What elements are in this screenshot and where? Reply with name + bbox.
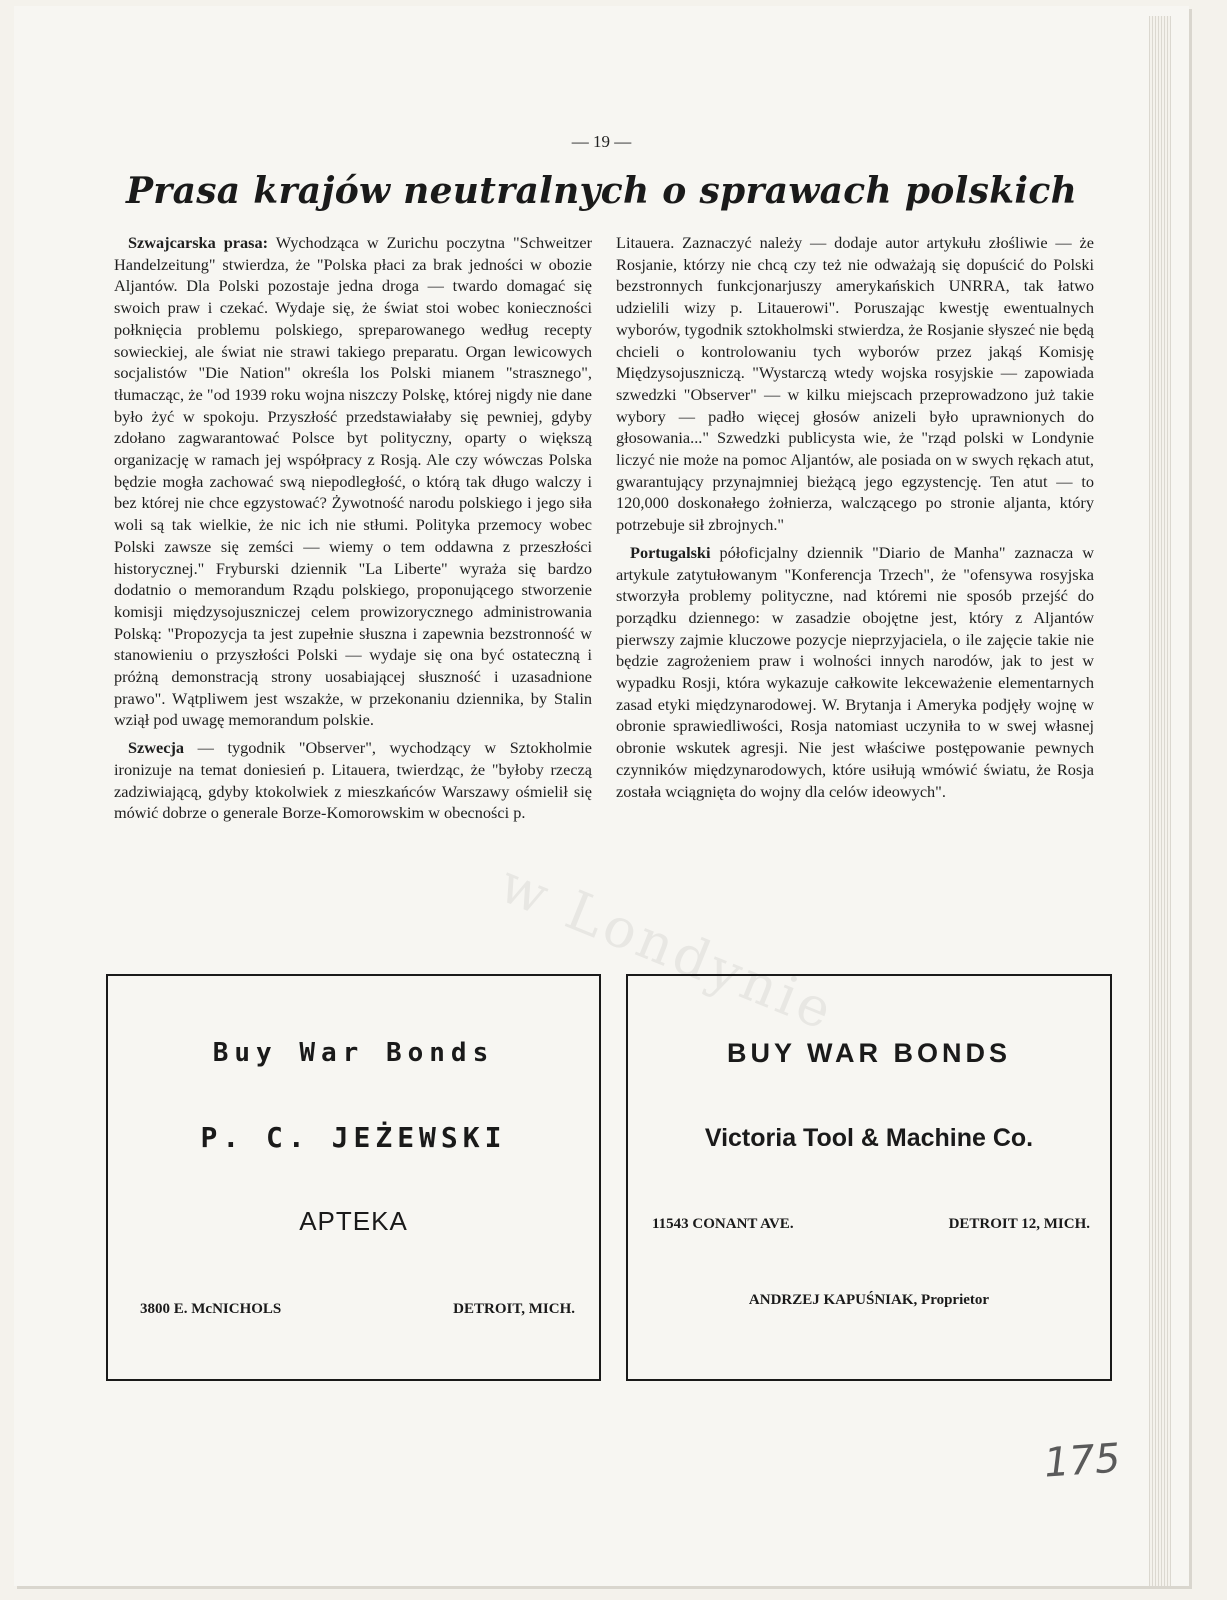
ad-business-name: P. C. JEŻEWSKI (200, 1121, 507, 1154)
paragraph-portugal (616, 542, 1094, 802)
page-number: — 19 — (571, 132, 632, 151)
paragraph-sweden (114, 737, 592, 824)
ad-city: DETROIT, MICH. (453, 1301, 575, 1317)
page-title: Prasa krajów neutralnych o sprawach polskich (125, 170, 1078, 212)
paragraph-switzerland (114, 232, 592, 731)
ad-street: 11543 CONANT AVE. (652, 1216, 794, 1232)
ad-proprietor-title: Proprietor (921, 1292, 990, 1308)
ad-business-type: APTEKA (299, 1206, 408, 1236)
article-column-left (114, 232, 592, 824)
page-edge-stack (1149, 16, 1171, 1586)
ad-street: 3800 E. McNICHOLS (140, 1301, 282, 1317)
document-page (14, 6, 1189, 1586)
handwritten-page-note: 175 (1042, 1435, 1122, 1487)
lead-portugal: Portugalski (630, 542, 711, 562)
article-column-right (616, 232, 1094, 802)
advertisement-victoria-tool (626, 974, 1112, 1381)
body-sweden: — tygodnik "Observer", wychodzący w Sztokholmie ironizuje na temat doniesień p. Litauera, twierdząc, że "byłoby rzeczą zadziwiającą, gdyby ktokolwiek z mieszkańców Warszawy ośmielił się mówić dobrze o generale Borze-Komorowskim w obecności p. (114, 738, 592, 823)
watermark: w Londynie (490, 851, 845, 1044)
advertisement-jezewski (106, 974, 601, 1381)
lead-sweden: Szwecja (128, 738, 185, 758)
body-switzerland: Wychodząca w Zurichu poczytna "Schweitzer Handelzeitung" stwierdza, że "Polska płaci za brak jedności w obozie Aljantów. Dla Polski pozostaje jedna droga — twardo domagać się swoich praw i czekać. Wydaje się, że świat stoi wobec konieczności połknięcia problemu polskiego, spreparowanego według recepty sowieckiej, ale świat nie strawi takiego preparatu. Organ lewicowych socjalistów "Die Nation" określa los Polski mianem "strasznego", tłumacząc, że "od 1939 roku wojna niszczy Polskę, której nigdy nie dane było żyć w spokoju. Przyszłość przedstawiałaby się pewniej, gdyby zdołano zagwarantować Polsce byt polityczny, oparty o większą organizację w ramach jej współpracy z Rosją. Ale czy wówczas Polska będzie mogła zachować swą niepodległość, o którą tak długo walczy i bez której nie chce egzystować? Żywotność narodu polskiego i jego siła woli są tak wielkie, że nic ich nie stłumi. Polityka przemocy wobec Polski zawsze się zemści — wiemy o tem oddawna z przeszłości historycznej." Fryburski dziennik "La Liberte" wyraża się bardzo dodatnio o memorandum Rządu polskiego, proponującego stworzenie komisji międzysojuszniczej celem prowizorycznego administrowania Polską: "Propozycja ta jest zupełnie słuszna i zapewnia bezstronność w stanowieniu o przyszłości Polski — wydaje się ona być ostateczną i próżną demonstracją strony uosabiającej słuszność i uzasadnione prawo". Wątpliwem jest wszakże, w przekonaniu dziennika, by Stalin wziął pod uwagę memorandum polskie. (114, 233, 592, 730)
ad-slogan: Buy War Bonds (212, 1038, 495, 1068)
ad-slogan: BUY WAR BONDS (726, 1038, 1012, 1068)
ad-proprietor-name: ANDRZEJ KAPUŚNIAK, (748, 1292, 918, 1308)
ad-business-name: Victoria Tool & Machine Co. (704, 1124, 1034, 1152)
ad-proprietor (628, 1292, 1110, 1309)
lead-switzerland: Szwajcarska prasa: (128, 233, 269, 252)
ad-city: DETROIT 12, MICH. (948, 1216, 1090, 1232)
body-portugal: półoficjalny dziennik "Diario de Manha" zaznacza w artykule zatytułowanym "Konferencja Trzech", że "ofensywa rosyjska stworzyła problemy polityczne, nad któremi nie sposób przejść do porządku dziennego: w zasadzie obojętne jest, który z Aljantów pierwszy zajmie kluczowe pozycje nieprzyjaciela, o ile zajęcie takie nie będzie zagrożeniem praw i wolności innych narodów, jak to jest w wypadku Rosji, która wykazuje całkowite lekceważenie elementarnych zasad etyki międzynarodowej. W. Brytanja i Ameryka podjęły wojnę w obronie sprawiedliwości, Rosja natomiast uczyniła to w swej własnej obronie wskutek agresji. Nie jest właściwe postępowanie pewnych czynników międzynarodowych, które usiłują wmówić światu, że Rosja została wciągnięta do wojny dla celów ideowych". (616, 542, 1094, 801)
paragraph-sweden-continued: Litauera. Zaznaczyć należy — dodaje autor artykułu złośliwie — że Rosjanie, którzy nie chcą czy też nie odważają się dopuścić do Polski bezstronnych funkcjonarjuszy amerykańskich UNRRA, tak łatwo udzielili wizy p. Litauerowi". Poruszając kwestję ewentualnych wyborów, tygodnik sztokholmski stwierdza, że Rosjanie słyszeć nie będą chcieli o kontrolowaniu tych wyborów przez jakąś Komisję Międzysojuszniczą. "Wystarczą wtedy wojska rosyjskie — zapowiada szwedzki "Observer" — w kilku miejscach przeprowadzono już takie wybory — padło więcej głosów anizeli było uprawnionych do głosowania..." Szwedzki publicysta wie, że "rząd polski w Londynie liczyć nie może na pomoc Aljantów, ale posiada on w swych rękach atut, gwarantujący przynajmniej bieżącą jego egzystencję. Ten atut — to 120,000 doskonałego żołnierza, walczącego po stronie aljanta, który potrzebuje sił zbrojnych." (616, 233, 1094, 535)
